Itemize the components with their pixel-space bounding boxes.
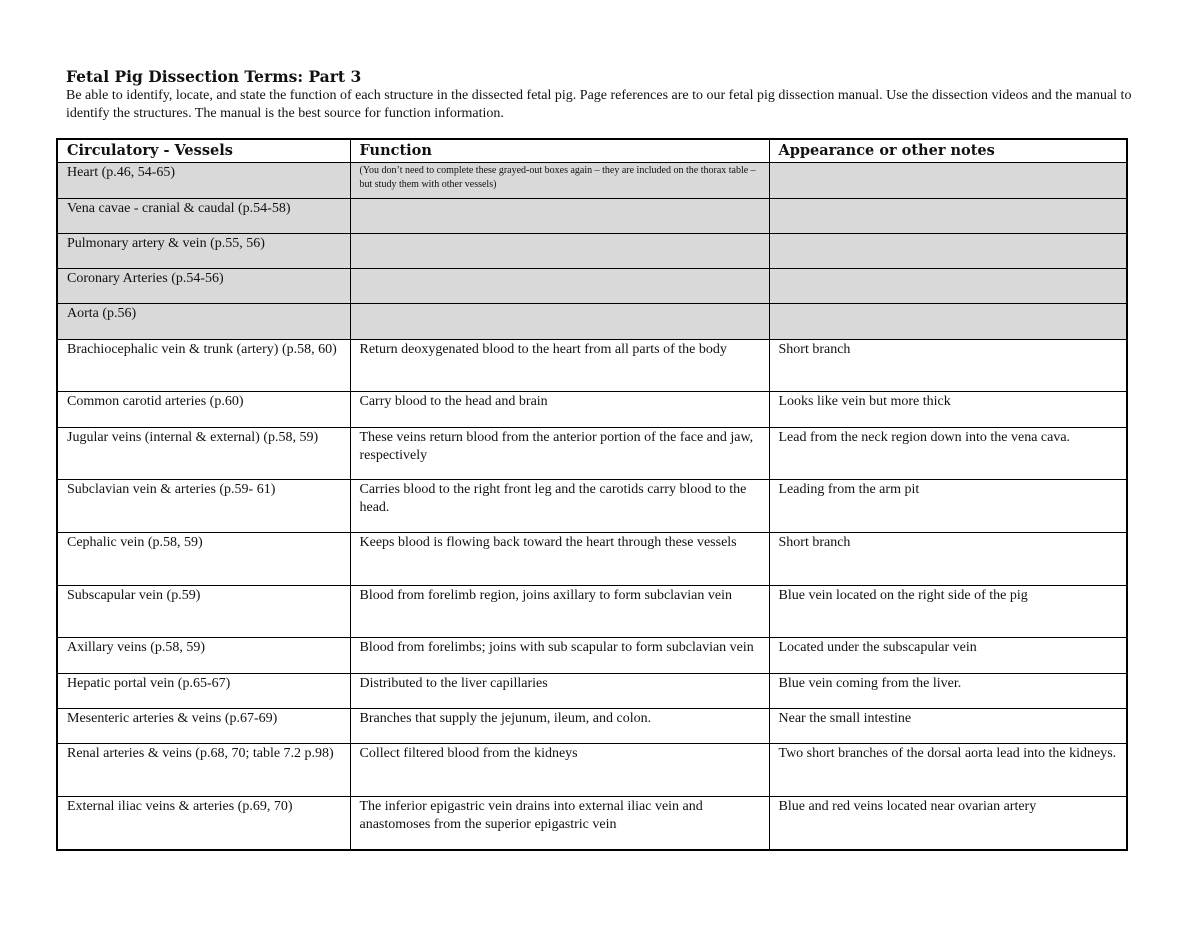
table-row (57, 586, 1127, 638)
table-row (57, 674, 1127, 709)
table-row (57, 638, 1127, 674)
function-cell: Branches that supply the jejunum, ileum, and colon. (350, 709, 769, 744)
term-cell: Brachiocephalic vein & trunk (artery) (p.58, 60) (57, 340, 350, 392)
grey-note-cell: (You don’t need to complete these grayed-out boxes again – they are included on the thorax table – but study them with other vessels) (350, 163, 769, 199)
notes-cell (769, 199, 1127, 234)
column-header-notes: Appearance or other notes (769, 139, 1127, 163)
term-cell: Renal arteries & veins (p.68, 70; table 7.2 p.98) (57, 744, 350, 797)
notes-cell: Lead from the neck region down into the vena cava. (769, 428, 1127, 480)
table-row (57, 199, 1127, 234)
function-cell (350, 269, 769, 304)
table-row (57, 269, 1127, 304)
notes-cell: Near the small intestine (769, 709, 1127, 744)
term-cell: Common carotid arteries (p.60) (57, 392, 350, 428)
table-row (57, 163, 1127, 199)
notes-cell: Leading from the arm pit (769, 480, 1127, 533)
term-cell: External iliac veins & arteries (p.69, 70) (57, 797, 350, 850)
term-cell: Hepatic portal vein (p.65-67) (57, 674, 350, 709)
table-row (57, 392, 1127, 428)
function-cell: Blood from forelimbs; joins with sub scapular to form subclavian vein (350, 638, 769, 674)
function-cell: Keeps blood is flowing back toward the heart through these vessels (350, 533, 769, 586)
notes-cell: Looks like vein but more thick (769, 392, 1127, 428)
table-row (57, 709, 1127, 744)
terms-table (56, 138, 1128, 851)
table-header-row (57, 139, 1127, 163)
table-row (57, 533, 1127, 586)
function-cell: Collect filtered blood from the kidneys (350, 744, 769, 797)
page-title: Fetal Pig Dissection Terms: Part 3 (66, 67, 362, 86)
column-header-function: Function (350, 139, 769, 163)
term-cell: Vena cavae - cranial & caudal (p.54-58) (57, 199, 350, 234)
function-cell: Carries blood to the right front leg and the carotids carry blood to the head. (350, 480, 769, 533)
notes-cell (769, 163, 1127, 199)
column-header-vessels: Circulatory - Vessels (57, 139, 350, 163)
function-cell: Carry blood to the head and brain (350, 392, 769, 428)
table-row (57, 428, 1127, 480)
notes-cell (769, 304, 1127, 340)
term-cell: Axillary veins (p.58, 59) (57, 638, 350, 674)
term-cell: Coronary Arteries (p.54-56) (57, 269, 350, 304)
function-cell (350, 304, 769, 340)
notes-cell (769, 234, 1127, 269)
notes-cell: Blue vein coming from the liver. (769, 674, 1127, 709)
term-cell: Mesenteric arteries & veins (p.67-69) (57, 709, 350, 744)
function-cell (350, 199, 769, 234)
table-row (57, 744, 1127, 797)
table-row (57, 304, 1127, 340)
term-cell: Subscapular vein (p.59) (57, 586, 350, 638)
notes-cell: Two short branches of the dorsal aorta lead into the kidneys. (769, 744, 1127, 797)
table-row (57, 340, 1127, 392)
notes-cell: Short branch (769, 533, 1127, 586)
notes-cell: Blue and red veins located near ovarian artery (769, 797, 1127, 850)
function-cell (350, 234, 769, 269)
function-cell: The inferior epigastric vein drains into external iliac vein and anastomoses from the superior epigastric vein (350, 797, 769, 850)
term-cell: Aorta (p.56) (57, 304, 350, 340)
notes-cell: Short branch (769, 340, 1127, 392)
table-row (57, 480, 1127, 533)
notes-cell: Located under the subscapular vein (769, 638, 1127, 674)
table-row (57, 234, 1127, 269)
term-cell: Heart (p.46, 54-65) (57, 163, 350, 199)
notes-cell (769, 269, 1127, 304)
function-cell: Blood from forelimb region, joins axillary to form subclavian vein (350, 586, 769, 638)
table-row (57, 797, 1127, 850)
term-cell: Jugular veins (internal & external) (p.58, 59) (57, 428, 350, 480)
notes-cell: Blue vein located on the right side of the pig (769, 586, 1127, 638)
intro-paragraph: Be able to identify, locate, and state the function of each structure in the dissected fetal pig. Page references are to our fetal pig dissection manual. Use the dissection videos and the manual to identify the structures. The manual is the best source for function information. (66, 88, 1132, 121)
term-cell: Pulmonary artery & vein (p.55, 56) (57, 234, 350, 269)
term-cell: Subclavian vein & arteries (p.59- 61) (57, 480, 350, 533)
term-cell: Cephalic vein (p.58, 59) (57, 533, 350, 586)
function-cell: Return deoxygenated blood to the heart from all parts of the body (350, 340, 769, 392)
function-cell: These veins return blood from the anterior portion of the face and jaw, respectively (350, 428, 769, 480)
function-cell: Distributed to the liver capillaries (350, 674, 769, 709)
